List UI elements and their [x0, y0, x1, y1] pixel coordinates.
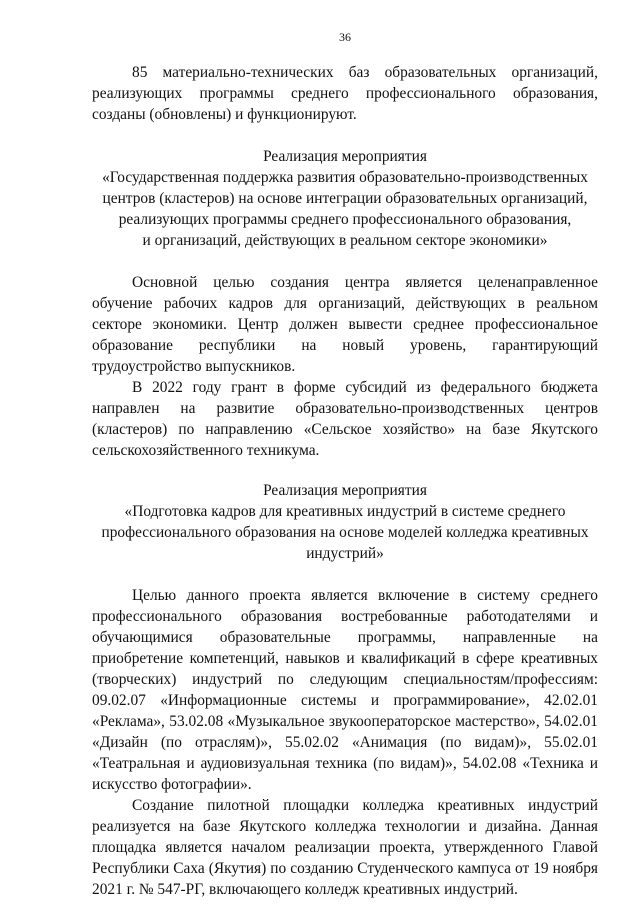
section-heading-label-2: Реализация мероприятия: [263, 482, 427, 499]
paragraph-infrastructure: 85 материально-технических баз образовательных организаций, реализующих программы среднего профессионального образования, созданы (обновлены) и функционируют.: [92, 64, 598, 123]
section-heading-label: Реализация мероприятия: [263, 148, 427, 165]
document-body: [92, 62, 598, 900]
paragraph-project-goal: Целью данного проекта является включение в систему среднего профессионального образования востребованные работодателями и обучающимися образовательные программы, направленные на приобретение компетенций, навыков и квалификаций в сфере креативных (творческих) индустрий по следующим специальностям/профессиям: 09.02.07 «Информационные системы и программирование», 42.02.01 «Реклама», 53.02.08 «Музыкальное звукооператорское мастерство», 54.02.01 «Дизайн (по отраслям)», 55.02.02 «Анимация (по видам)», 55.02.01 «Театральная и аудиовизуальная техника (по видам)», 54.02.08 «Техника и искусство фотографии».: [92, 587, 598, 793]
page-number: 36: [339, 30, 351, 44]
paragraph-center-goal: Основной целью создания центра является целенаправленное обучение рабочих кадров для организаций, действующих в реальном секторе экономики. Центр должен вывести среднее профессиональное образование республики на новый уровень, гарантирующий трудоустройство выпускников.: [92, 274, 598, 375]
paragraph-pilot-site: Создание пилотной площадки колледжа креативных индустрий реализуется на базе Якутского колледжа технологии и дизайна. Данная площадка является началом реализации проекта, утвержденного Главой Республики Саха (Якутия) по созданию Студенческого кампуса от 19 ноября 2021 г. № 547-РГ, включающего колледж креативных индустрий.: [92, 797, 598, 898]
section-heading-title-end: и организаций, действующих в реальном секторе экономики»: [142, 232, 548, 249]
paragraph-grant: В 2022 году грант в форме субсидий из федерального бюджета направлен на развитие образовательно-производственных центров (кластеров) по направлению «Сельское хозяйство» на базе Якутского сельскохозяйственного техникума.: [92, 379, 598, 459]
section-heading-title: «Государственная поддержка развития образовательно-производственных центров (кластеров) на основе интеграции образовательных организаций, реализующих программы среднего профессионального образования,: [102, 169, 588, 228]
section-heading-title-2: «Подготовка кадров для креативных индустрий в системе среднего профессионального образования на основе моделей колледжа креативных индустрий»: [101, 503, 589, 562]
document-page: [92, 0, 598, 905]
